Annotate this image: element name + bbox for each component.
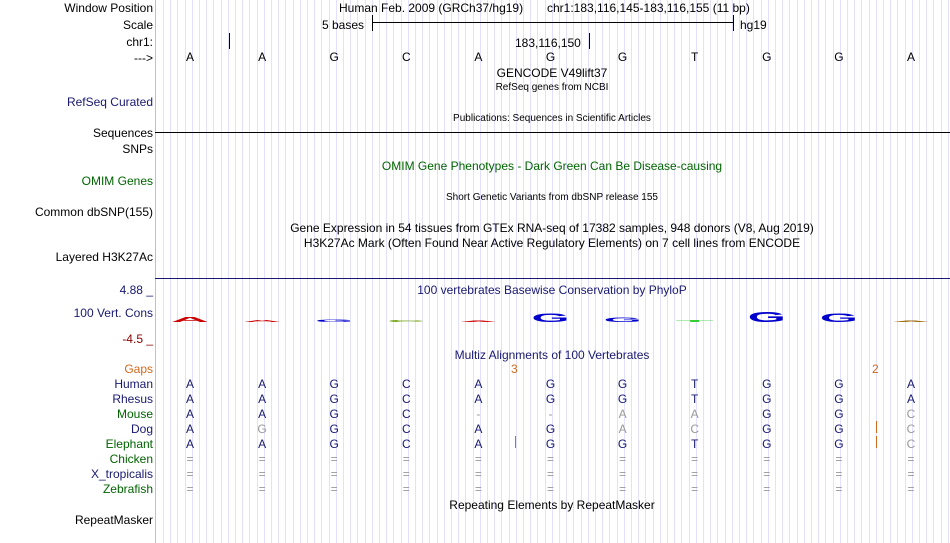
repeatmasker-track-label[interactable]: RepeatMasker [74, 513, 153, 527]
alignment-base: A [906, 377, 915, 391]
h3k27ac-track-label[interactable]: Layered H3K27Ac [55, 250, 153, 264]
gridline [422, 0, 423, 543]
alignment-base: G [834, 437, 844, 451]
species-label-rhesus[interactable]: Rhesus [112, 392, 153, 406]
dbsnp-track-label[interactable]: Common dbSNP(155) [34, 205, 153, 219]
species-label-zebrafish[interactable]: Zebrafish [102, 482, 153, 496]
gridline [177, 0, 178, 543]
position-text: chr1:183,116,145-183,116,155 (11 bp) [547, 1, 750, 15]
cons-track-label[interactable]: 100 Vert. Cons [73, 306, 153, 320]
phylop-track-title[interactable]: 100 vertebrates Basewise Conservation by PhyloP [417, 283, 687, 297]
gridline [465, 0, 466, 543]
cons-min-label: -4.5 _ [122, 332, 153, 346]
alignment-base: G [762, 377, 772, 391]
alignment-base: G [329, 392, 339, 406]
alignment-base: C [906, 437, 916, 451]
gridline [314, 0, 315, 543]
alignment-base: = [691, 467, 699, 481]
gridline [170, 0, 171, 543]
gridline [753, 0, 754, 543]
sequences-line [155, 132, 950, 133]
gaps-label: Gaps [124, 362, 153, 376]
reference-base: G [329, 50, 339, 64]
alignment-base: C [690, 422, 700, 436]
alignment-base: = [474, 452, 482, 466]
gridline [444, 0, 445, 543]
alignment-base: G [545, 437, 556, 451]
insertion-marker-1 [515, 436, 516, 448]
species-label-elephant[interactable]: Elephant [105, 437, 153, 451]
species-label-x_tropicalis[interactable]: X_tropicalis [90, 467, 153, 481]
alignment-base: = [258, 452, 266, 466]
phylop-logo [155, 300, 950, 330]
refseq-track-label[interactable]: RefSeq Curated [66, 95, 153, 109]
gridline [948, 0, 949, 543]
repeatmasker-track-desc[interactable]: Repeating Elements by RepeatMasker [449, 498, 655, 512]
alignment-base: = [330, 482, 338, 496]
gridline [357, 0, 358, 543]
alignment-base: = [474, 482, 482, 496]
scale-bar [372, 22, 733, 23]
alignment-base: = [691, 482, 699, 496]
gridline [249, 0, 250, 543]
alignment-base: G [329, 407, 339, 421]
gridline [890, 0, 891, 543]
gap-count-1: 3 [511, 362, 518, 376]
gridline [379, 0, 380, 543]
gridline [876, 0, 877, 543]
alignment-base: C [401, 422, 411, 436]
gridline [941, 0, 942, 543]
gridline [365, 0, 366, 543]
alignment-base: C [401, 377, 411, 391]
reference-base: G [617, 50, 628, 64]
alignment-base: = [546, 482, 554, 496]
gridline [804, 0, 805, 543]
cons-max-label: 4.88 _ [119, 283, 153, 297]
scale-bar-right-tick [733, 15, 734, 31]
alignment-base: A [258, 392, 267, 406]
alignment-base: G [329, 437, 339, 451]
alignment-base: = [402, 452, 410, 466]
alignment-base: = [186, 482, 194, 496]
alignment-base: G [329, 377, 339, 391]
gridline [818, 0, 819, 543]
alignment-base: C [401, 437, 411, 451]
alignment-base: A [185, 422, 194, 436]
strand-toggle[interactable]: ---> [134, 51, 153, 65]
gridline [285, 0, 286, 543]
gridline [350, 0, 351, 543]
alignment-base: G [617, 392, 628, 406]
gridline [242, 0, 243, 543]
alignment-base: G [834, 422, 844, 436]
alignment-base: = [619, 467, 627, 481]
alignment-base: G [834, 392, 844, 406]
gridline [869, 0, 870, 543]
alignment-base: A [185, 377, 194, 391]
gridline [825, 0, 826, 543]
conservation-letter: G [531, 311, 570, 325]
gridline [307, 0, 308, 543]
alignment-base: - [548, 407, 553, 421]
gridline [674, 0, 675, 543]
scale-bar-left-tick [372, 15, 373, 31]
alignment-base: = [763, 452, 771, 466]
conservation-letter: A [459, 320, 498, 323]
alignment-base: A [906, 392, 915, 406]
alignment-base: = [835, 467, 843, 481]
conservation-letter: A [171, 315, 210, 324]
alignment-base: - [476, 407, 481, 421]
gridline [883, 0, 884, 543]
alignment-base: A [185, 407, 194, 421]
alignment-base: = [907, 482, 915, 496]
gridline [609, 0, 610, 543]
alignment-base: = [619, 482, 627, 496]
alignment-base: = [835, 452, 843, 466]
gridline [221, 0, 222, 543]
alignment-base: G [762, 407, 772, 421]
alignment-base: T [691, 377, 699, 391]
alignment-base: G [545, 392, 556, 406]
gridline [458, 0, 459, 543]
alignment-base: G [257, 422, 267, 436]
gridline [681, 0, 682, 543]
insertion-marker-3 [876, 436, 877, 448]
scale-db-text: hg19 [740, 18, 767, 32]
reference-base: T [691, 50, 699, 64]
gridline [451, 0, 452, 543]
alignment-base: A [258, 377, 267, 391]
alignment-base: G [762, 422, 772, 436]
alignment-base: A [474, 437, 483, 451]
alignment-base: G [762, 437, 772, 451]
gridline [437, 0, 438, 543]
alignment-base: = [546, 467, 554, 481]
gridline [386, 0, 387, 543]
gridline [746, 0, 747, 543]
sequences-track-label[interactable]: Sequences [92, 126, 153, 140]
snps-track-label[interactable]: SNPs [122, 142, 153, 156]
gtex-track-title[interactable]: Gene Expression in 54 tissues from GTEx RNA-seq of 17382 samples, 948 donors (V8, Aug 2019) [290, 221, 814, 235]
gridline [163, 0, 164, 543]
gridline [897, 0, 898, 543]
refseq-track-desc: RefSeq genes from NCBI [495, 82, 609, 93]
alignment-base: T [691, 392, 699, 406]
conservation-letter: C [387, 319, 426, 323]
alignment-base: A [185, 437, 194, 451]
alignment-base: A [185, 392, 194, 406]
alignment-base: = [835, 482, 843, 496]
scale-label: Scale [122, 18, 153, 32]
conservation-letter: G [819, 311, 858, 325]
gridline [710, 0, 711, 543]
gridline [321, 0, 322, 543]
species-label-dog[interactable]: Dog [130, 422, 153, 436]
alignment-base: = [691, 452, 699, 466]
gridline [278, 0, 279, 543]
reference-base: G [762, 50, 772, 64]
chrom-label: chr1: [126, 35, 153, 49]
gridline [206, 0, 207, 543]
publications-track-title[interactable]: Publications: Sequences in Scientific Articles [453, 113, 651, 124]
alignment-base: A [618, 407, 627, 421]
gridline [638, 0, 639, 543]
omim-track-label[interactable]: OMIM Genes [81, 174, 153, 188]
gridline [732, 0, 733, 543]
species-label-mouse[interactable]: Mouse [116, 407, 153, 421]
alignment-base: C [906, 407, 916, 421]
window-position-label: Window Position [64, 1, 153, 15]
reference-base: A [474, 50, 483, 64]
alignment-base: G [834, 407, 844, 421]
conservation-letter: T [675, 319, 715, 323]
gridline [667, 0, 668, 543]
alignment-base: = [258, 482, 266, 496]
gridline [725, 0, 726, 543]
alignment-base: G [329, 422, 339, 436]
alignment-base: A [618, 422, 627, 436]
h3k27ac-baseline [155, 278, 950, 279]
gridline [811, 0, 812, 543]
chrom-tick-left [229, 33, 230, 49]
alignment-base: C [906, 422, 916, 436]
alignment-base: A [258, 437, 267, 451]
alignment-base: = [546, 452, 554, 466]
alignment-base: G [545, 377, 556, 391]
gridline [717, 0, 718, 543]
alignment-base: = [258, 467, 266, 481]
chrom-tick-center [589, 33, 590, 49]
coord-text: 183,116,150 [515, 36, 581, 50]
alignment-base: = [907, 467, 915, 481]
alignment-base: = [619, 452, 627, 466]
gridline [645, 0, 646, 543]
species-label-chicken[interactable]: Chicken [109, 452, 153, 466]
reference-base: A [258, 50, 267, 64]
alignment-base: G [762, 392, 772, 406]
multiz-track-title[interactable]: Multiz Alignments of 100 Vertebrates [454, 348, 650, 362]
alignment-base: = [186, 467, 194, 481]
alignment-base: G [617, 377, 628, 391]
gridline [293, 0, 294, 543]
alignment-base: = [474, 467, 482, 481]
h3k27ac-track-desc[interactable]: H3K27Ac Mark (Often Found Near Active Regulatory Elements) on 7 cell lines from ENCODE [303, 236, 801, 250]
reference-base: A [185, 50, 194, 64]
conservation-letter: A [243, 319, 282, 323]
alignment-base: A [474, 422, 483, 436]
alignment-base: A [474, 392, 483, 406]
alignment-base: G [617, 437, 628, 451]
assembly-title: Human Feb. 2009 (GRCh37/hg19) [339, 1, 524, 15]
gridline [926, 0, 927, 543]
gridline [429, 0, 430, 543]
scale-bases-text: 5 bases [322, 18, 365, 32]
alignment-base: G [545, 422, 556, 436]
alignment-base: C [401, 392, 411, 406]
reference-base: G [834, 50, 844, 64]
alignment-base: T [691, 437, 699, 451]
conservation-letter: A [892, 320, 930, 323]
gridline [653, 0, 654, 543]
gridline [228, 0, 229, 543]
conservation-letter: G [315, 318, 354, 324]
gencode-track-title[interactable]: GENCODE V49lift37 [496, 66, 608, 80]
gridline [393, 0, 394, 543]
alignment-base: = [763, 467, 771, 481]
alignment-base: C [401, 407, 411, 421]
gridline [861, 0, 862, 543]
gridline [235, 0, 236, 543]
gridline [933, 0, 934, 543]
gap-count-2: 2 [872, 362, 879, 376]
alignment-base: A [474, 377, 483, 391]
gridline [739, 0, 740, 543]
label-column-edge [155, 0, 156, 543]
reference-base: A [906, 50, 915, 64]
alignment-base: A [258, 407, 267, 421]
alignment-base: = [402, 482, 410, 496]
gridline [300, 0, 301, 543]
omim-track-desc[interactable]: OMIM Gene Phenotypes - Dark Green Can Be Disease-causing [381, 159, 723, 173]
gridline [797, 0, 798, 543]
gridline [660, 0, 661, 543]
alignment-base: = [186, 452, 194, 466]
gridline [213, 0, 214, 543]
gridline [789, 0, 790, 543]
alignment-base: = [402, 467, 410, 481]
alignment-base: = [330, 467, 338, 481]
gridline [372, 0, 373, 543]
alignment-base: = [907, 452, 915, 466]
conservation-letter: G [747, 308, 786, 326]
reference-base: C [401, 50, 411, 64]
dbsnp-track-desc[interactable]: Short Genetic Variants from dbSNP release 155 [446, 192, 658, 203]
gridline [854, 0, 855, 543]
alignment-base: A [690, 407, 699, 421]
alignment-base: = [330, 452, 338, 466]
reference-base: G [545, 50, 556, 64]
insertion-marker-2 [876, 421, 877, 433]
alignment-base: = [763, 482, 771, 496]
species-label-human[interactable]: Human [114, 377, 153, 391]
alignment-base: G [834, 377, 844, 391]
gridline [782, 0, 783, 543]
conservation-letter: G [603, 317, 642, 324]
